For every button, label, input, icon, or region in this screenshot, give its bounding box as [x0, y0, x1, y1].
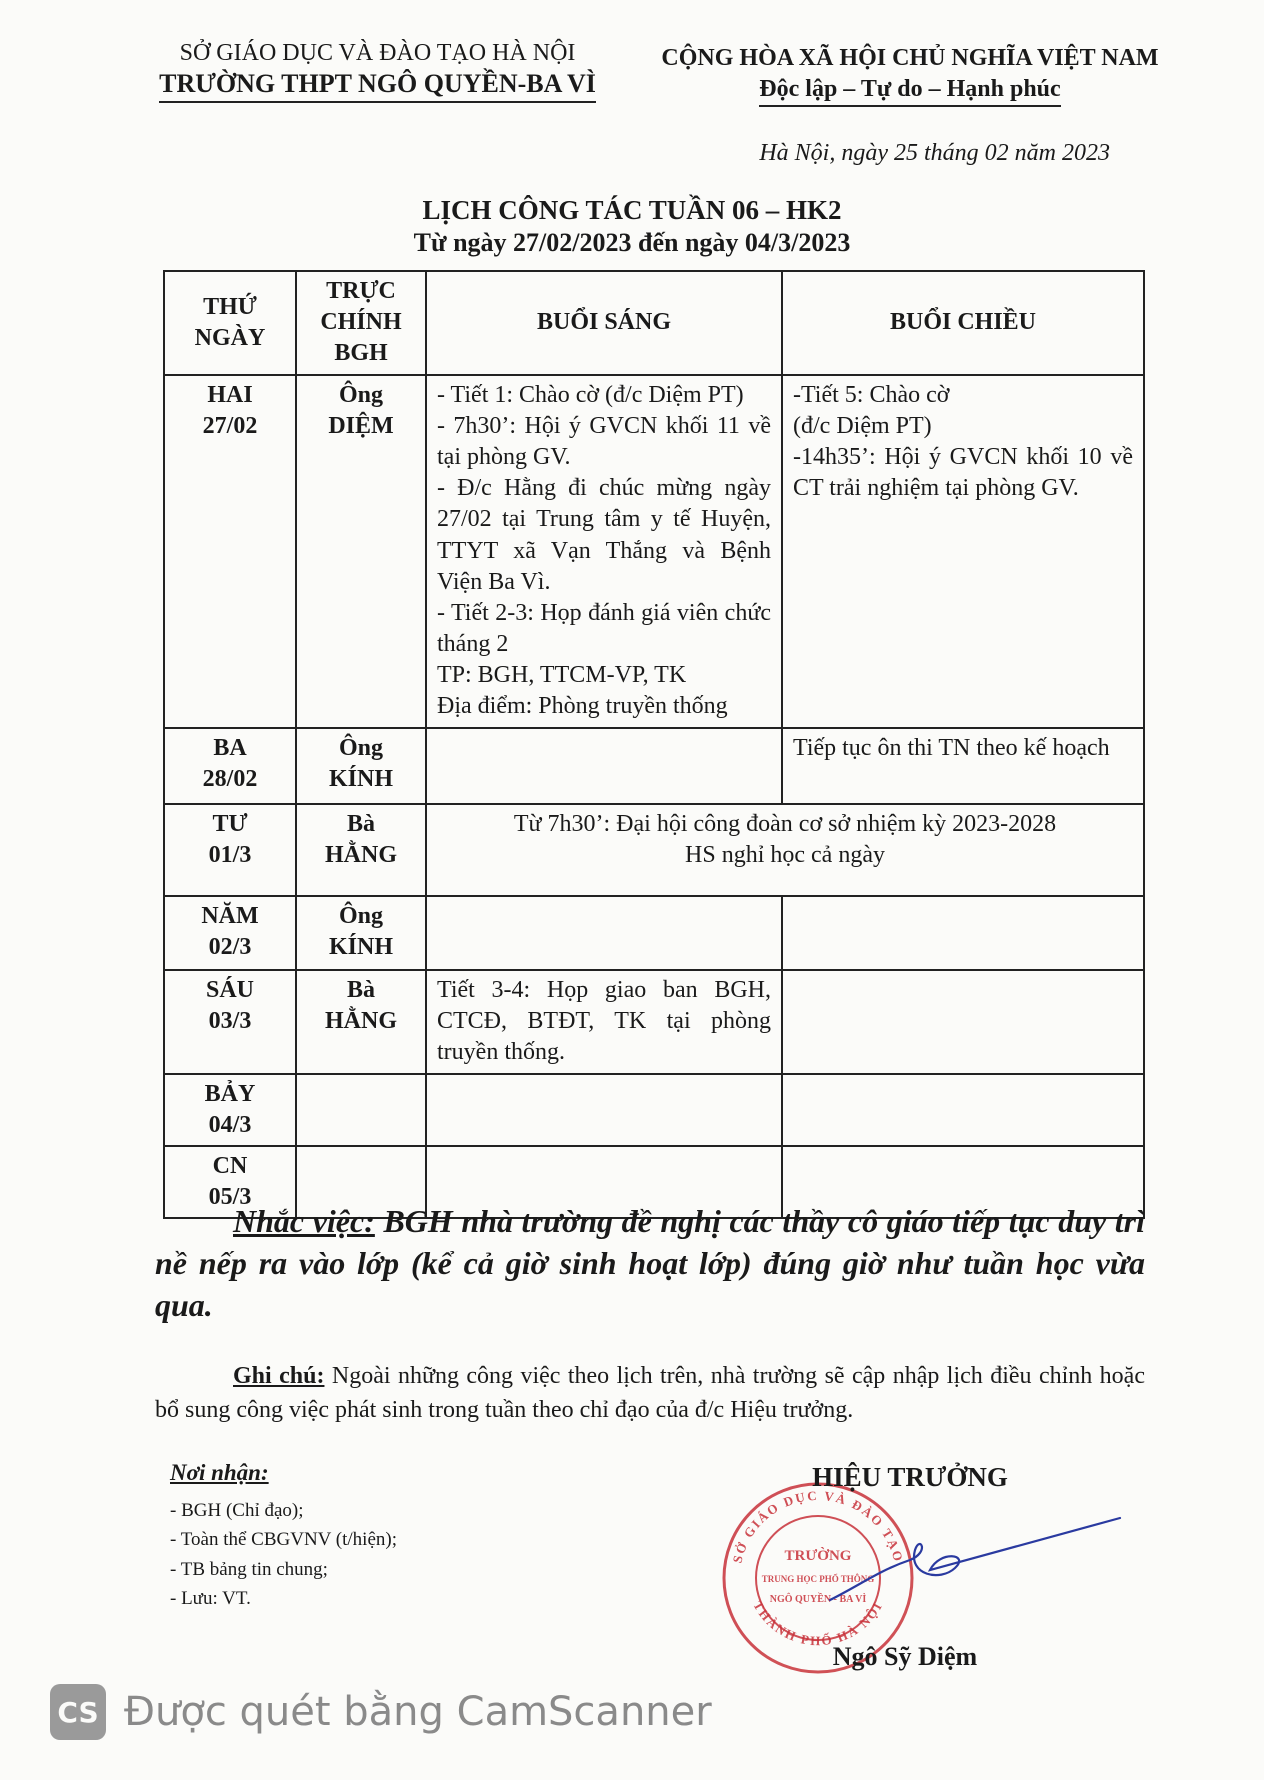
day-cell: [164, 1074, 296, 1146]
note-label: Ghi chú:: [233, 1363, 325, 1389]
day-line: 04/3: [208, 1111, 252, 1138]
morning-line: - Tiết 2-3: Họp đánh giá viên chức tháng 2: [437, 599, 771, 658]
morning-cell: [426, 1074, 782, 1146]
full-day-cell: [426, 804, 1144, 896]
afternoon-cell: [782, 1074, 1144, 1146]
duty-cell: [296, 375, 426, 728]
recipient-item: - TB bảng tin chung;: [170, 1558, 328, 1580]
day-line: NĂM: [201, 902, 259, 929]
afternoon-line: -Tiết 5: Chào cờ: [793, 381, 950, 408]
morning-cell: [426, 896, 782, 970]
document-date: Hà Nội, ngày 25 tháng 02 năm 2023: [759, 140, 1110, 166]
morning-cell: [426, 728, 782, 804]
reminder-label: Nhắc việc:: [233, 1203, 375, 1239]
signer-name: Ngô Sỹ Diệm: [832, 1642, 978, 1671]
note-paragraph: [155, 1360, 1145, 1427]
morning-line: Địa điểm: Phòng truyền thống: [437, 693, 728, 720]
school-name: TRƯỜNG THPT NGÔ QUYỀN-BA VÌ: [159, 69, 596, 103]
day-line: BA: [213, 734, 247, 761]
day-line: 27/02: [202, 412, 258, 439]
afternoon-cell: [782, 896, 1144, 970]
reminder-text: BGH nhà trường đề nghị các thầy cô giáo tiếp tục duy trì nề nếp ra vào lớp (kể cả giờ sinh hoạt lớp) đúng giờ như tuần học vừa qua.: [155, 1203, 1146, 1324]
duty-line: HẰNG: [325, 1007, 397, 1034]
day-line: 03/3: [208, 1007, 252, 1034]
stamp-center-text: NGÔ QUYỀN - BA VÌ: [769, 1594, 867, 1605]
duty-line: DIỆM: [328, 412, 394, 439]
recipient-item: - BGH (Chỉ đạo);: [170, 1500, 304, 1521]
national-motto: Độc lập – Tự do – Hạnh phúc: [759, 76, 1060, 107]
watermark-text: Được quét bằng CamScanner: [124, 1689, 712, 1735]
header-day: [164, 271, 296, 375]
table-row: [164, 970, 1144, 1074]
header-duty-line: BGH: [334, 340, 388, 367]
day-cell: [164, 804, 296, 896]
stamp-top-text: SỞ GIÁO DỤC VÀ ĐÀO TẠO: [729, 1487, 907, 1565]
day-line: CN: [212, 1153, 248, 1179]
duty-line: KÍNH: [328, 765, 393, 792]
signature-title: HIỆU TRƯỞNG: [812, 1462, 1008, 1492]
day-line: 02/3: [208, 933, 252, 960]
morning-cell: [426, 375, 782, 728]
morning-line: - Tiết 1: Chào cờ (đ/c Diệm PT): [437, 381, 744, 408]
stamp-center-text: TRƯỜNG: [784, 1548, 852, 1564]
duty-line: Ông: [338, 902, 383, 929]
day-cell: [164, 728, 296, 804]
national-header: [640, 45, 1180, 107]
handwritten-signature: [820, 1490, 1140, 1610]
note-text: Ngoài những công việc theo lịch trên, nhà trường sẽ cập nhập lịch điều chỉnh hoặc bổ sung công việc phát sinh trong tuần theo chỉ đạo của đ/c Hiệu trưởng.: [155, 1363, 1145, 1423]
date-range: Từ ngày 27/02/2023 đến ngày 04/3/2023: [413, 228, 851, 257]
day-line: TƯ: [212, 810, 248, 837]
recipient-item: - Lưu: VT.: [170, 1588, 251, 1610]
header-duty-line: CHÍNH: [320, 309, 402, 336]
morning-line: - Đ/c Hằng đi chúc mừng ngày 27/02 tại Trung tâm y tế Huyện, TTYT xã Vạn Thắng và Bệnh Viện Ba Vì.: [437, 475, 771, 595]
recipients-block: [170, 1460, 590, 1614]
header-duty: [296, 271, 426, 375]
day-cell: [164, 896, 296, 970]
afternoon-line: (đ/c Diệm PT): [793, 412, 932, 439]
afternoon-line: -14h35’: Hội ý GVCN khối 10 về CT trải nghiệm tại phòng GV.: [793, 443, 1133, 502]
duty-cell: [296, 970, 426, 1074]
table-row: [164, 728, 1144, 804]
duty-line: KÍNH: [328, 933, 393, 960]
recipients-title: Nơi nhận:: [170, 1460, 269, 1485]
duty-cell: [296, 804, 426, 896]
duty-line: Ông: [338, 381, 383, 408]
table-row: [164, 1074, 1144, 1146]
morning-cell: [426, 970, 782, 1074]
table-header-row: [164, 271, 1144, 375]
day-line: HAI: [207, 381, 253, 408]
day-cell: [164, 375, 296, 728]
recipient-item: - Toàn thể CBGVNV (t/hiện);: [170, 1529, 397, 1551]
agency-header: [130, 40, 625, 103]
duty-line: HẰNG: [325, 841, 397, 868]
day-cell: [164, 970, 296, 1074]
department-name: SỞ GIÁO DỤC VÀ ĐÀO TẠO HÀ NỘI: [179, 40, 576, 66]
day-line: 05/3: [208, 1184, 252, 1211]
day-line: 28/02: [202, 765, 258, 792]
header-day-line: THỨ: [203, 293, 257, 320]
afternoon-line: Tiếp tục ôn thi TN theo kế hoạch: [793, 734, 1110, 761]
duty-cell: [296, 1074, 426, 1146]
duty-line: Bà: [346, 810, 375, 837]
table-row: [164, 804, 1144, 896]
day-line: BẢY: [204, 1080, 256, 1107]
schedule-table: [163, 270, 1145, 1219]
stamp-bottom-text: THÀNH PHỐ HÀ NỘI: [750, 1598, 886, 1649]
title-line: LỊCH CÔNG TÁC TUẦN 06 – HK2: [422, 195, 842, 225]
afternoon-cell: [782, 375, 1144, 728]
duty-cell: [296, 896, 426, 970]
afternoon-cell: [782, 970, 1144, 1074]
header-day-line: NGÀY: [194, 324, 266, 351]
day-line: 01/3: [208, 841, 252, 868]
country-name: CỘNG HÒA XÃ HỘI CHỦ NGHĨA VIỆT NAM: [661, 45, 1159, 71]
table-row: [164, 896, 1144, 970]
table-row: [164, 375, 1144, 728]
duty-cell: [296, 728, 426, 804]
morning-line: - 7h30’: Hội ý GVCN khối 11 về tại phòng GV.: [437, 412, 771, 470]
camscanner-logo-icon: CS: [50, 1684, 106, 1740]
morning-line: Tiết 3-4: Họp giao ban BGH, CTCĐ, BTĐT, TK tại phòng truyền thống.: [437, 976, 771, 1065]
full-day-line: Từ 7h30’: Đại hội công đoàn cơ sở nhiệm kỳ 2023-2028: [513, 810, 1057, 837]
camscanner-watermark: [50, 1682, 712, 1742]
header-morning: BUỔI SÁNG: [426, 271, 782, 375]
morning-line: TP: BGH, TTCM-VP, TK: [437, 662, 687, 689]
duty-line: Bà: [346, 976, 375, 1003]
afternoon-cell: [782, 728, 1144, 804]
header-duty-line: TRỰC: [326, 278, 396, 304]
full-day-line: HS nghỉ học cả ngày: [685, 841, 885, 868]
reminder-paragraph: [155, 1200, 1145, 1327]
header-afternoon: BUỔI CHIỀU: [782, 271, 1144, 375]
document-title: [0, 195, 1264, 258]
stamp-center-text: TRUNG HỌC PHỔ THÔNG: [761, 1574, 875, 1584]
duty-line: Ông: [338, 734, 383, 761]
day-line: SÁU: [205, 976, 254, 1003]
